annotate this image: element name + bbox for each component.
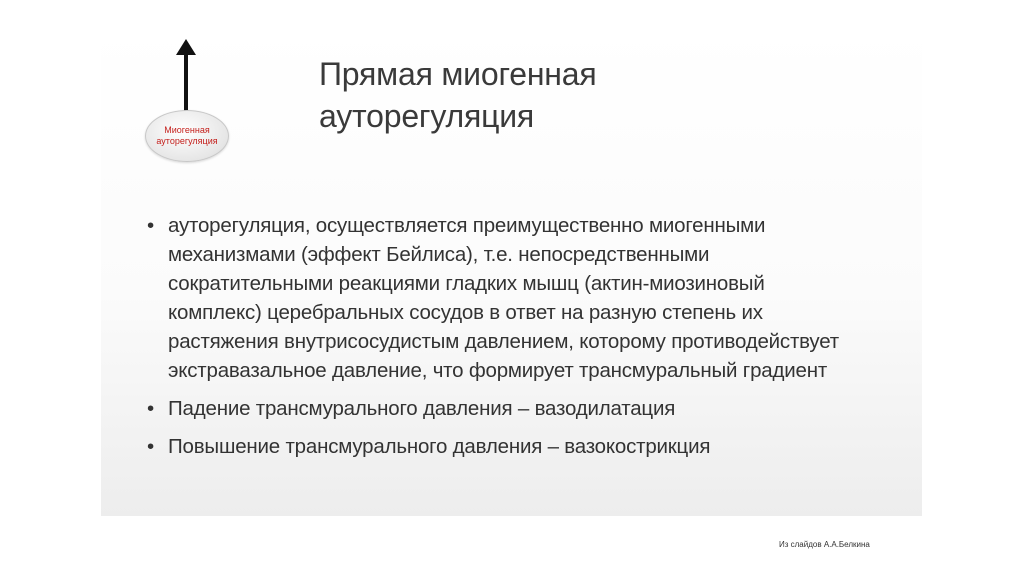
bullet-1-line-6: экстравазальное давление, что формирует трансмуральный градиент	[168, 359, 828, 382]
bullet-1-line-3: сократительными реакциями гладких мышц (актин-миозиновый	[168, 272, 765, 295]
bullet-dot-1: •	[147, 214, 154, 237]
badge-label-line2: ауторегуляция	[156, 136, 218, 146]
slide-title-line1: Прямая миогенная	[319, 56, 597, 92]
bullet-dot-3: •	[147, 435, 154, 458]
bullet-2-line-1: Падение трансмурального давления – вазодилатация	[168, 397, 676, 420]
up-arrow-icon	[171, 39, 201, 111]
bullet-item-3	[147, 432, 897, 461]
bullet-dot-2: •	[147, 397, 154, 420]
bullet-1-line-2: механизмами (эффект Бейлиса), т.е. непосредственными	[168, 243, 710, 266]
bullet-item-2	[147, 394, 897, 423]
bullet-3-line-1: Повышение трансмурального давления – вазокострикция	[168, 435, 711, 458]
bullet-1-line-5: растяжения внутрисосудистым давлением, которому противодействует	[168, 330, 839, 353]
slide-title-line2: ауторегуляция	[319, 98, 535, 134]
slide-title	[319, 53, 819, 137]
bullet-1-line-1: ауторегуляция, осуществляется преимущественно миогенными	[168, 214, 766, 237]
bullet-item-1	[147, 211, 897, 385]
slide	[101, 25, 922, 516]
bullet-1-line-4: комплекс) церебральных сосудов в ответ на разную степень их	[168, 301, 763, 324]
badge-label	[156, 125, 217, 147]
myogenic-badge	[145, 110, 229, 162]
source-credit: Из слайдов А.А.Белкина	[779, 540, 870, 549]
bullet-list	[147, 211, 897, 470]
badge-label-line1: Миогенная	[164, 125, 210, 135]
